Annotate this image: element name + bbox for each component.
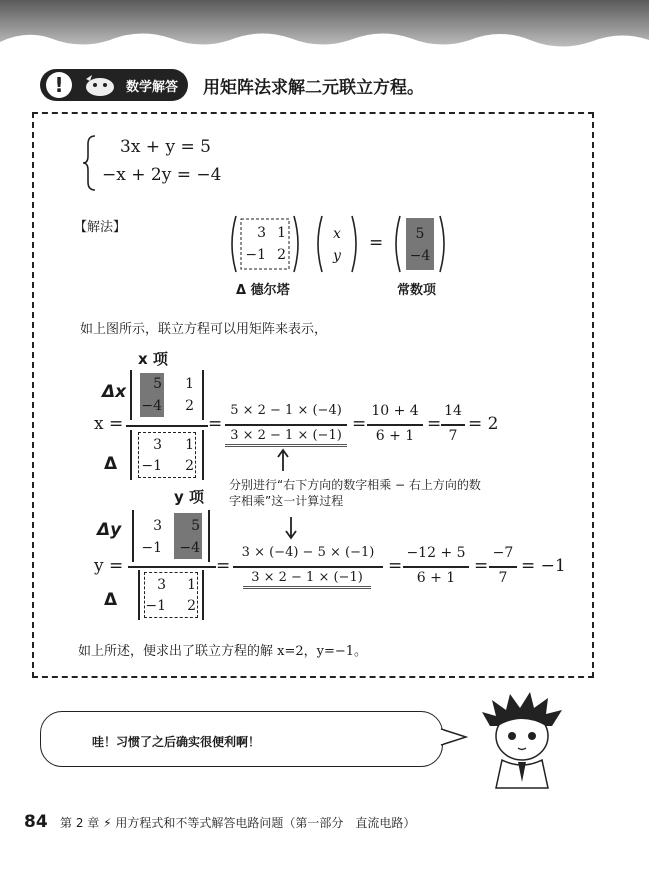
x-step1-den: 3 × 2 − 1 × (−1) bbox=[225, 428, 347, 447]
vector-y: y bbox=[333, 248, 341, 264]
matrix-cell: 3 bbox=[257, 225, 266, 241]
det-cell: 2 bbox=[187, 598, 196, 614]
coefficient-matrix bbox=[228, 214, 302, 274]
bubble-text: 哇！习惯了之后确实很便利啊！ bbox=[92, 735, 261, 749]
det-cell: 1 bbox=[187, 577, 196, 593]
matrix-equals: = bbox=[369, 233, 384, 253]
header-band bbox=[0, 0, 649, 60]
page-number: 84 bbox=[24, 812, 48, 832]
solution-tag: 【解法】 bbox=[74, 220, 127, 235]
det-cell: 1 bbox=[185, 437, 194, 453]
delta-label-x: Δ bbox=[104, 454, 118, 474]
x-step1-num: 5 × 2 − 1 × (−4) bbox=[230, 403, 342, 418]
intro-text: 如上图所示，联立方程可以用矩阵来表示， bbox=[80, 322, 328, 337]
delta-y-label: Δy bbox=[97, 520, 122, 540]
down-arrow-icon bbox=[284, 516, 298, 540]
system-brace bbox=[82, 134, 98, 192]
x-step3-num: 14 bbox=[444, 403, 462, 419]
y-determinant bbox=[132, 510, 212, 620]
matrix-cell: 1 bbox=[277, 225, 286, 241]
constant-cell: 5 bbox=[415, 226, 425, 242]
x-var: x = bbox=[94, 414, 124, 434]
det-cell: −1 bbox=[145, 598, 166, 614]
delta-x-label: Δx bbox=[102, 382, 127, 402]
det-cell: 5 bbox=[153, 376, 162, 392]
y-result: = −1 bbox=[521, 556, 566, 576]
vector-x: x bbox=[333, 226, 341, 242]
badge-label: 数学解答 bbox=[126, 80, 179, 95]
y-step3-den: 7 bbox=[498, 570, 508, 586]
det-cell: −4 bbox=[179, 540, 200, 556]
chapter-footer: 第 2 章 ⚡ 用方程式和不等式解答电路问题（第一部分 直流电路） bbox=[60, 816, 416, 830]
conclusion-text: 如上所述，便求出了联立方程的解 x=2，y=−1。 bbox=[78, 644, 368, 659]
x-step2-num: 10 + 4 bbox=[371, 403, 419, 419]
y-step1-num: 3 × (−4) − 5 × (−1) bbox=[241, 545, 375, 560]
answer-badge bbox=[40, 69, 188, 101]
equation-2: −x + 2y = −4 bbox=[102, 165, 222, 185]
bubble-tail bbox=[440, 725, 468, 749]
det-cell: −1 bbox=[141, 458, 162, 474]
mascot-icon bbox=[78, 73, 122, 97]
constant-vector bbox=[392, 214, 448, 274]
note-text: 分别进行“右下方向的数字相乘 − 右上方向的数字相乘”这一计算过程 bbox=[229, 478, 481, 508]
x-term-label: x 项 bbox=[138, 350, 168, 368]
y-step3-num: −7 bbox=[492, 545, 514, 561]
exclamation-icon: ! bbox=[46, 72, 72, 98]
x-determinant bbox=[130, 370, 204, 480]
y-step2-num: −12 + 5 bbox=[406, 545, 466, 561]
det-cell: 3 bbox=[153, 437, 162, 453]
det-cell: 2 bbox=[185, 398, 194, 414]
det-cell: 3 bbox=[153, 518, 162, 534]
det-cell: 3 bbox=[157, 577, 166, 593]
y-var: y = bbox=[94, 556, 124, 576]
variable-vector bbox=[314, 214, 360, 274]
constant-label: 常数项 bbox=[397, 283, 437, 298]
det-cell: −4 bbox=[141, 398, 162, 414]
constant-cell: −4 bbox=[409, 248, 431, 264]
up-arrow-icon bbox=[276, 448, 290, 472]
y-step1-den: 3 × 2 − 1 × (−1) bbox=[243, 570, 371, 589]
x-step2-den: 6 + 1 bbox=[375, 428, 415, 444]
matrix-cell: 2 bbox=[277, 247, 286, 263]
y-step2-den: 6 + 1 bbox=[416, 570, 456, 586]
y-term-label: y 项 bbox=[174, 488, 205, 506]
matrix-cell: −1 bbox=[245, 247, 266, 263]
delta-label-y: Δ bbox=[104, 590, 118, 610]
det-cell: 5 bbox=[191, 518, 200, 534]
det-cell: 1 bbox=[185, 376, 194, 392]
x-step3-den: 7 bbox=[448, 428, 458, 444]
det-cell: 2 bbox=[185, 458, 194, 474]
equation-1: 3x + y = 5 bbox=[120, 137, 211, 157]
question-title: 用矩阵法求解二元联立方程。 bbox=[203, 78, 424, 98]
x-result: = 2 bbox=[468, 414, 499, 434]
det-cell: −1 bbox=[141, 540, 162, 556]
delta-label: Δ 德尔塔 bbox=[236, 283, 290, 298]
character-illustration bbox=[478, 690, 568, 790]
